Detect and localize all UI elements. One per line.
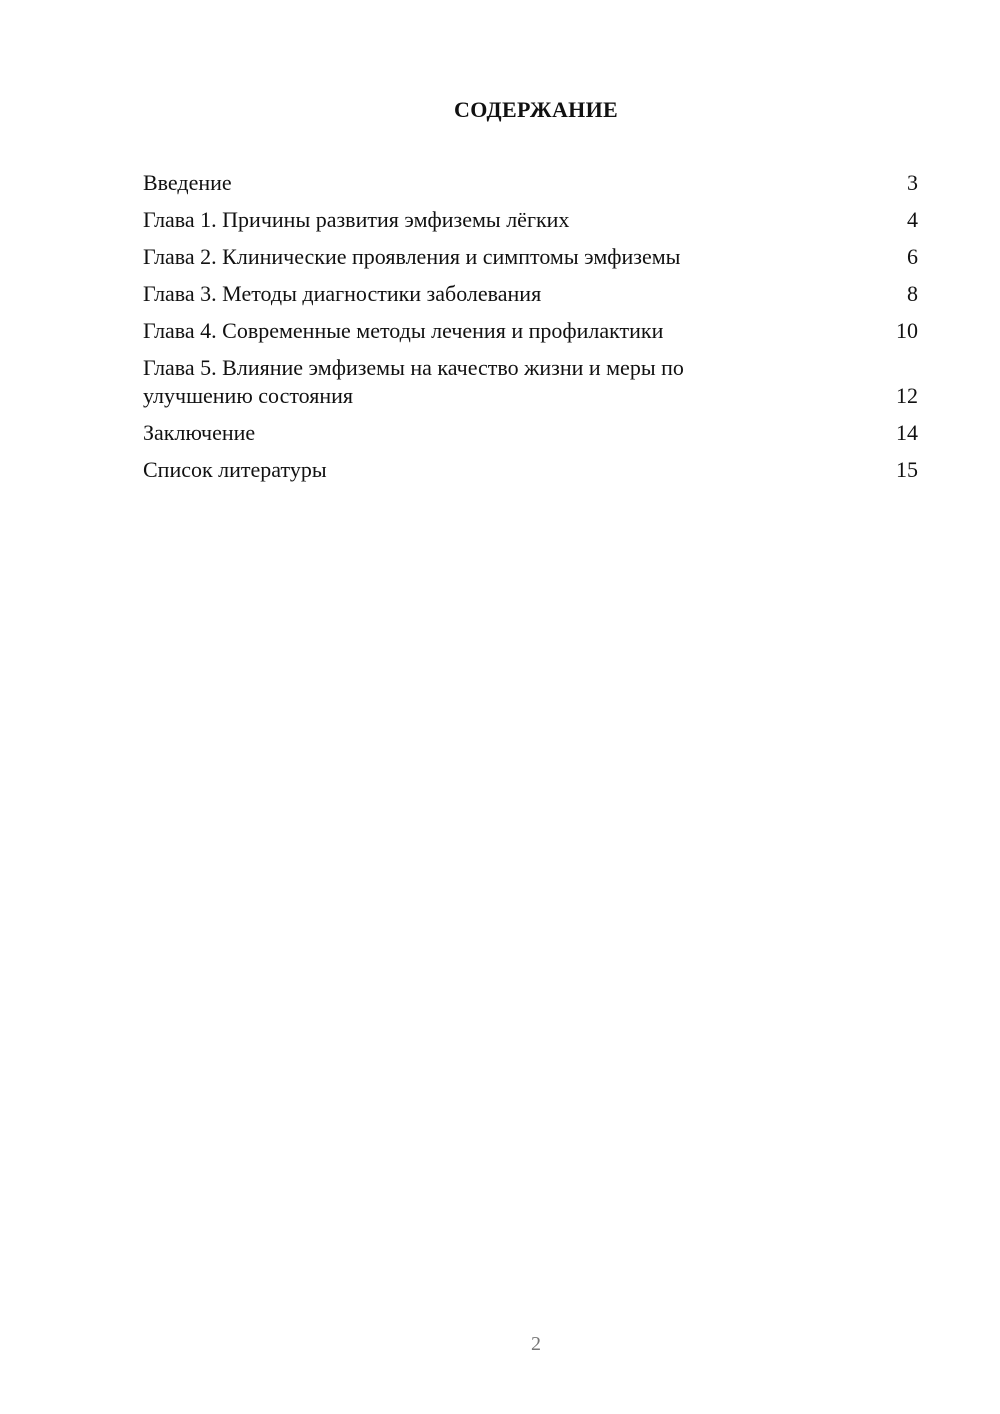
toc-entry-introduction	[143, 169, 918, 197]
toc-entry-label: Заключение	[143, 420, 256, 445]
toc-entry-label: Список литературы	[143, 457, 327, 482]
toc-entry-label: Введение	[143, 170, 232, 195]
toc-entry-page: 6	[907, 244, 918, 269]
toc-entry-page: 14	[896, 420, 918, 445]
toc-entry-page: 12	[896, 383, 918, 408]
toc-entry-chapter-2	[143, 243, 918, 271]
toc-entry-label: Глава 3. Методы диагностики заболевания	[143, 281, 542, 306]
table-of-contents	[143, 169, 918, 493]
toc-entry-page: 3	[907, 170, 918, 195]
page-number: 2	[531, 1333, 541, 1355]
toc-entry-label: Глава 2. Клинические проявления и симптомы эмфиземы	[143, 244, 681, 269]
toc-entry-chapter-5	[143, 354, 918, 410]
toc-entry-page: 10	[896, 318, 918, 343]
toc-entry-page: 15	[896, 457, 918, 482]
toc-entry-references	[143, 456, 918, 484]
toc-entry-chapter-4	[143, 317, 918, 345]
toc-entry-chapter-3	[143, 280, 918, 308]
page-title: СОДЕРЖАНИЕ	[454, 97, 618, 122]
toc-entry-page: 4	[907, 207, 918, 232]
toc-entry-chapter-1	[143, 206, 918, 234]
toc-entry-label: Глава 5. Влияние эмфиземы на качество жизни и меры по улучшению состояния	[143, 355, 684, 408]
toc-entry-label: Глава 1. Причины развития эмфиземы лёгких	[143, 207, 570, 232]
toc-entry-label: Глава 4. Современные методы лечения и профилактики	[143, 318, 664, 343]
toc-entry-conclusion	[143, 419, 918, 447]
toc-entry-page: 8	[907, 281, 918, 306]
